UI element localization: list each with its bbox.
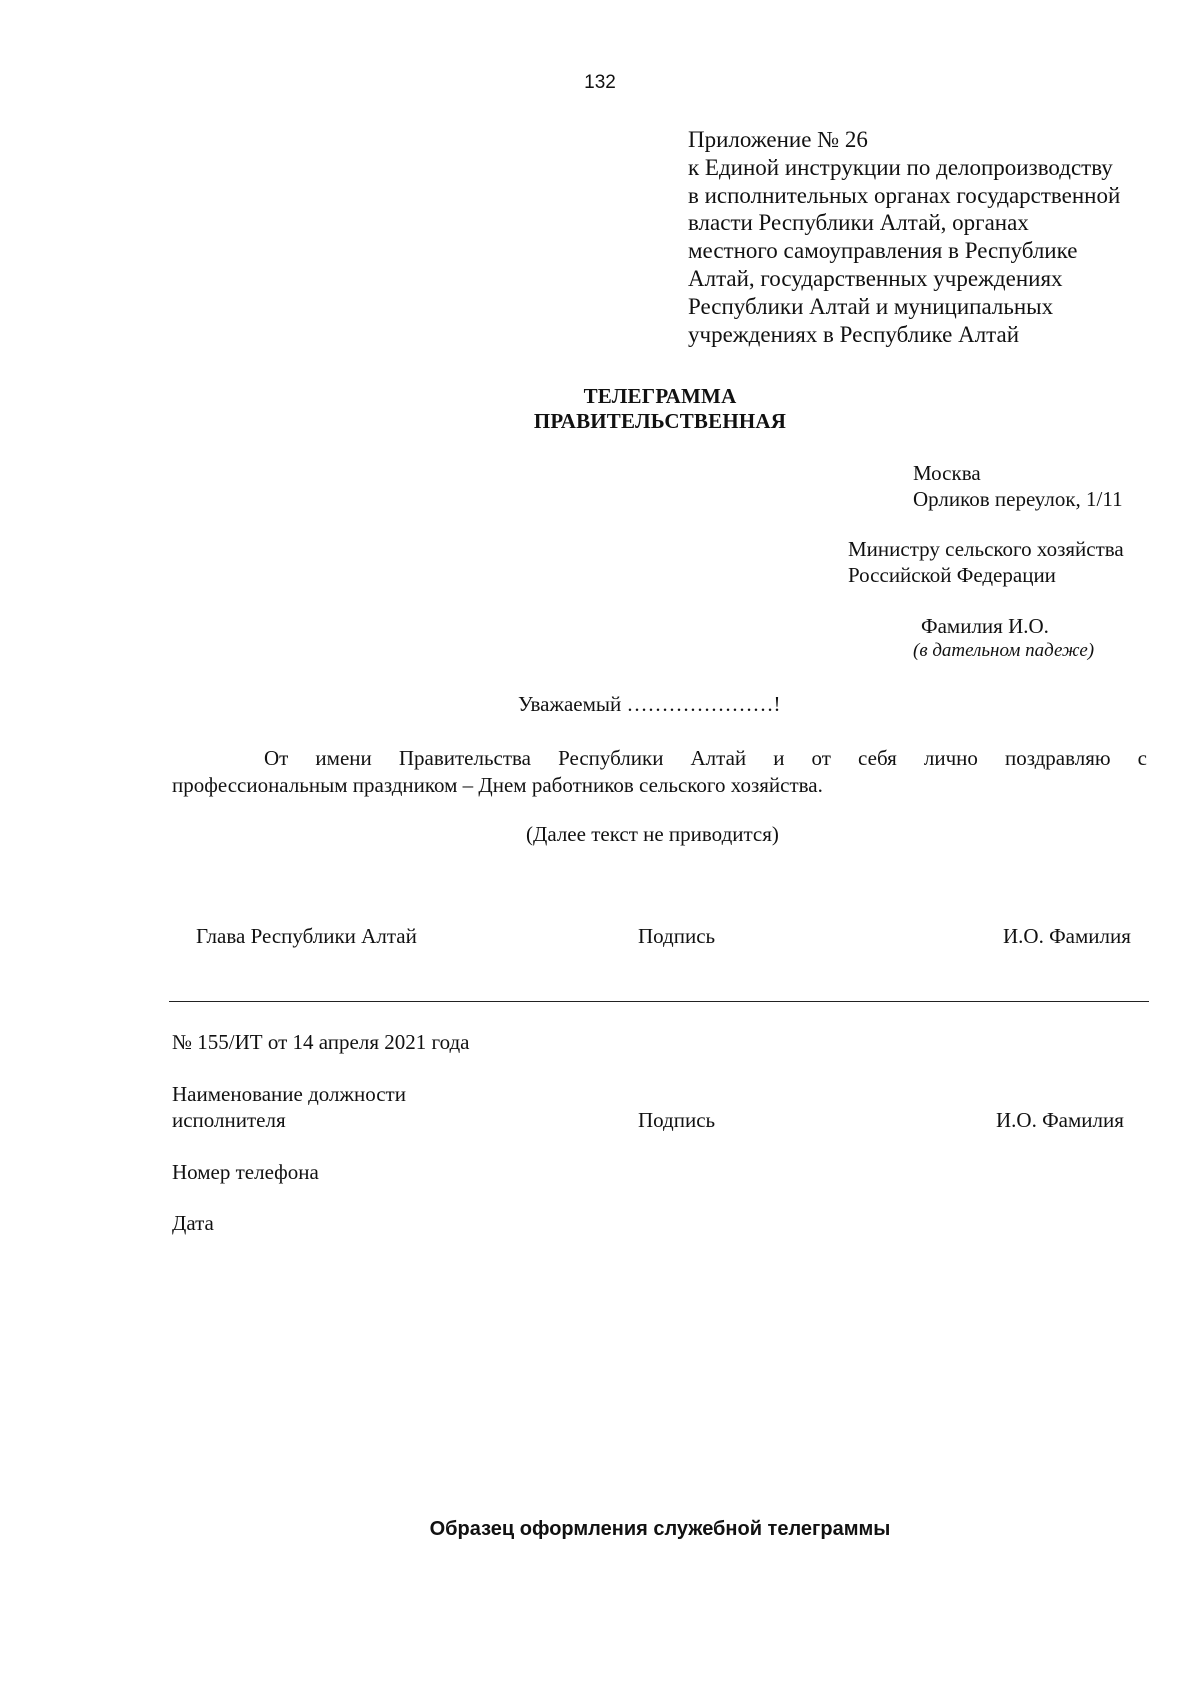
message-body-line1: От имени Правительства Республики Алтай и от себя лично поздравляю с (264, 746, 1147, 770)
appendix-line: к Единой инструкции по делопроизводству (688, 154, 1113, 180)
signer-name: И.О. Фамилия (1003, 924, 1131, 948)
appendix-line: в исполнительных органах государственной (688, 182, 1121, 208)
registration-number: № 155/ИТ от 14 апреля 2021 года (172, 1030, 470, 1054)
recipient-line1: Министру сельского хозяйства (848, 537, 1124, 561)
recipient-name: Фамилия И.О. (921, 614, 1049, 638)
appendix-line: власти Республики Алтай, органах (688, 210, 1029, 236)
document-title (0, 384, 1200, 434)
continued-note: (Далее текст не приводится) (526, 822, 779, 846)
recipient-block (848, 536, 1124, 588)
address-block (913, 460, 1123, 512)
divider-line (169, 1001, 1149, 1002)
executor-title-line1: Наименование должности (172, 1082, 406, 1106)
document-title-line2: ПРАВИТЕЛЬСТВЕННАЯ (533, 409, 787, 433)
executor-signature-label: Подпись (638, 1108, 716, 1132)
document-title-line1: ТЕЛЕГРАММА (583, 384, 737, 408)
recipient-case-note: (в дательном падеже) (913, 640, 1095, 661)
appendix-line: Республики Алтай и муниципальных (688, 293, 1054, 319)
appendix-line: учреждениях в Республике Алтай (688, 321, 1020, 347)
message-body-line2: профессиональным праздником – Днем работников сельского хозяйства. (172, 773, 823, 797)
signature-label: Подпись (638, 924, 716, 948)
address-street: Орликов переулок, 1/11 (913, 487, 1123, 511)
appendix-block (688, 126, 1120, 348)
phone-label: Номер телефона (172, 1160, 319, 1184)
appendix-line: Алтай, государственных учреждениях (688, 265, 1063, 291)
message-body (172, 745, 1147, 799)
executor-name: И.О. Фамилия (996, 1108, 1124, 1132)
executor-title (172, 1081, 406, 1133)
footer-caption: Образец оформления служебной телеграммы (429, 1518, 891, 1540)
greeting: Уважаемый …………………! (518, 692, 781, 716)
date-label: Дата (172, 1211, 214, 1235)
address-city: Москва (913, 461, 981, 485)
signer-position: Глава Республики Алтай (196, 924, 417, 948)
appendix-heading: Приложение № 26 (688, 127, 868, 152)
page-number: 132 (584, 72, 616, 93)
executor-title-line2: исполнителя (172, 1108, 286, 1132)
recipient-line2: Российской Федерации (848, 563, 1056, 587)
appendix-line: местного самоуправления в Республике (688, 238, 1078, 264)
